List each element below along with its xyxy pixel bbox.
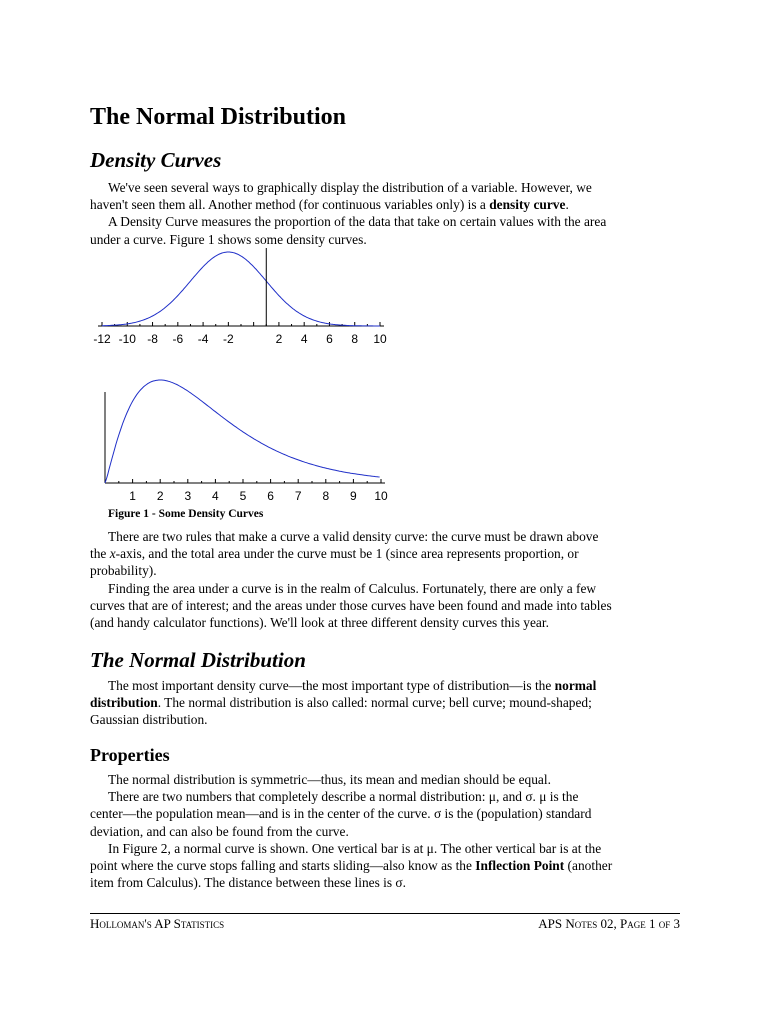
paragraph-line bbox=[90, 677, 680, 694]
x-tick-label: -2 bbox=[223, 332, 234, 346]
x-tick-label: 3 bbox=[184, 489, 192, 502]
bold-term-inflection-point: Inflection Point bbox=[475, 858, 565, 874]
paragraph-line: deviation, and can also be found from the curve. bbox=[90, 823, 349, 839]
x-tick-label: 4 bbox=[300, 332, 308, 346]
x-tick-label: 8 bbox=[351, 332, 359, 346]
text-run: point where the curve stops falling and starts sliding—also know as the bbox=[90, 858, 476, 874]
text-run: the bbox=[90, 546, 110, 562]
paragraph-line: Finding the area under a curve is in the realm of Calculus. Fortunately, there are only a few bbox=[108, 580, 597, 596]
paragraph-line: (and handy calculator functions). We'll look at three different density curves this year. bbox=[90, 615, 549, 631]
x-tick-label: 6 bbox=[326, 332, 333, 346]
bold-term-density-curve: density curve bbox=[489, 197, 566, 213]
paragraph-line bbox=[90, 857, 680, 874]
x-tick-label: 10 bbox=[373, 332, 387, 346]
paragraph-line: In Figure 2, a normal curve is shown. One vertical bar is at μ. The other vertical bar is at the bbox=[108, 840, 602, 856]
x-tick-label: -8 bbox=[147, 332, 158, 346]
paragraph-intro bbox=[90, 179, 680, 248]
skewed-curve-chart bbox=[90, 372, 400, 502]
paragraph-line bbox=[90, 694, 680, 711]
paragraph-line: curves that are of interest; and the areas under those curves have been found and made into tables bbox=[90, 597, 612, 613]
figure-skewed-curve bbox=[90, 372, 400, 507]
paragraph-line: A Density Curve measures the proportion of the data that take on certain values with the area bbox=[108, 214, 607, 230]
section-heading-properties: Properties bbox=[90, 745, 170, 765]
paragraph-line bbox=[90, 196, 680, 213]
x-tick-label: 2 bbox=[156, 489, 164, 502]
section-density-curves bbox=[90, 148, 680, 173]
paragraph-line: under a curve. Figure 1 shows some density curves. bbox=[90, 231, 367, 247]
x-tick-label: 10 bbox=[374, 489, 388, 502]
skewed-curve-line bbox=[105, 380, 380, 483]
paragraph-line: center—the population mean—and is in the center of the curve. σ is the (population) standard bbox=[90, 806, 592, 822]
italic-x: x bbox=[109, 546, 116, 562]
paragraph-normal bbox=[90, 677, 680, 729]
x-tick-label: 7 bbox=[294, 489, 302, 502]
x-tick-label: 4 bbox=[212, 489, 219, 502]
x-tick-label: 8 bbox=[322, 489, 330, 502]
normal-curve-line bbox=[102, 252, 380, 326]
text-run: . The normal distribution is also called: normal curve; bell curve; mound-shaped; bbox=[157, 695, 592, 711]
x-tick-label: 5 bbox=[239, 489, 247, 502]
section-normal-distribution bbox=[90, 648, 680, 673]
section-properties bbox=[90, 745, 680, 766]
paragraph-line: We've seen several ways to graphically display the distribution of a variable. However, we bbox=[108, 180, 592, 195]
text-run: -axis, and the total area under the curve must be 1 (since area represents proportion, or bbox=[115, 546, 579, 562]
paragraph-line: The normal distribution is symmetric—thus, its mean and median should be equal. bbox=[108, 772, 551, 787]
page-footer bbox=[90, 913, 680, 931]
paragraph-line: There are two numbers that completely describe a normal distribution: μ, and σ. μ is the bbox=[108, 789, 579, 805]
figure-caption: Figure 1 - Some Density Curves bbox=[108, 508, 264, 520]
x-tick-label: -6 bbox=[172, 332, 184, 346]
normal-curve-chart bbox=[90, 244, 400, 350]
paragraph-line: item from Calculus). The distance between these lines is σ. bbox=[90, 875, 406, 891]
footer-left: Holloman's AP Statistics bbox=[90, 916, 225, 931]
section-heading-density-curves: Density Curves bbox=[90, 148, 222, 172]
bold-term-normal: normal bbox=[554, 678, 597, 693]
paragraph-properties bbox=[90, 771, 680, 891]
paragraph-rules bbox=[90, 528, 680, 631]
text-run: haven't seen them all. Another method (for continuous variables only) is a bbox=[90, 197, 490, 213]
figure-normal-curve bbox=[90, 244, 400, 355]
section-heading-normal-distribution: The Normal Distribution bbox=[90, 648, 306, 672]
x-tick-label: 9 bbox=[350, 489, 357, 502]
text-run: The most important density curve—the most important type of distribution—is the bbox=[108, 678, 555, 693]
x-tick-label: -10 bbox=[118, 332, 136, 346]
footer-right: APS Notes 02, Page 1 of 3 bbox=[538, 916, 680, 931]
paragraph-line: There are two rules that make a curve a valid density curve: the curve must be drawn above bbox=[108, 529, 599, 544]
text-run: (another bbox=[564, 858, 613, 874]
x-tick-label: 6 bbox=[267, 489, 274, 502]
x-tick-label: -12 bbox=[93, 332, 111, 346]
paragraph-line: probability). bbox=[90, 563, 157, 579]
x-tick-label: 2 bbox=[275, 332, 283, 346]
bold-term-distribution: distribution bbox=[90, 695, 158, 711]
page-title: The Normal Distribution bbox=[90, 104, 347, 130]
paragraph-line: Gaussian distribution. bbox=[90, 712, 208, 728]
x-tick-label: 1 bbox=[129, 489, 136, 502]
paragraph-line bbox=[90, 545, 680, 562]
x-tick-label: -4 bbox=[197, 332, 209, 346]
text-run: . bbox=[565, 197, 569, 213]
